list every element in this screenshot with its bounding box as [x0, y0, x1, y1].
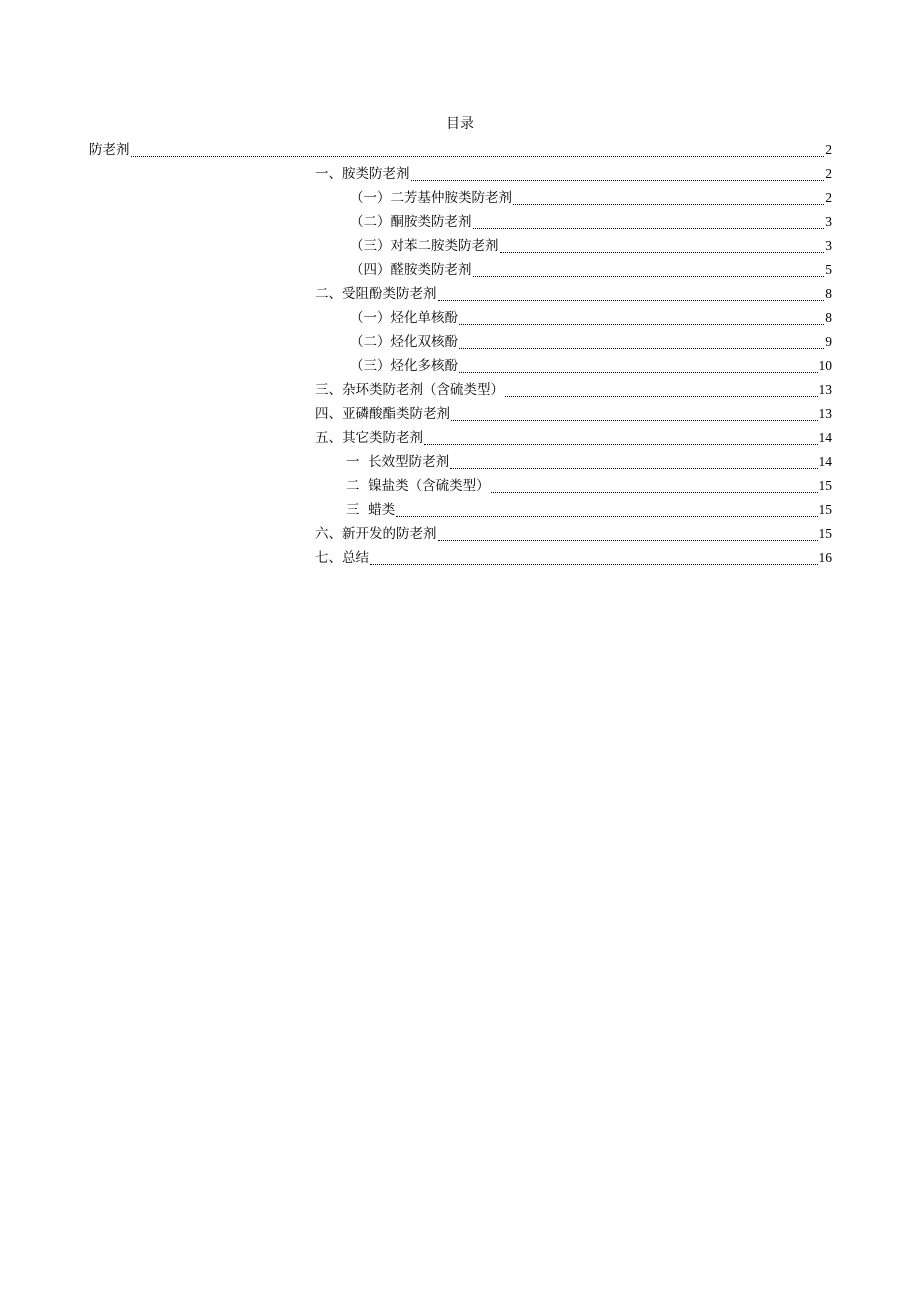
toc-entry-text: （三）烃化多核酚	[350, 358, 458, 374]
toc-page-number: 9	[825, 334, 832, 349]
toc-entry[interactable]	[350, 330, 832, 354]
toc-entry-text: （四）醛胺类防老剂	[350, 262, 472, 278]
toc-entry-text: 五、其它类防老剂	[315, 430, 423, 446]
toc-page-number: 16	[818, 550, 832, 565]
toc-dot-leader	[505, 396, 818, 397]
toc-entry-text: （三）对苯二胺类防老剂	[350, 238, 499, 254]
toc-entry[interactable]	[346, 474, 832, 498]
toc-dot-leader	[473, 276, 825, 277]
toc-entry[interactable]	[350, 258, 832, 282]
toc-entry[interactable]	[350, 210, 832, 234]
toc-entry-text: （一）二芳基仲胺类防老剂	[350, 190, 512, 206]
toc-page-number: 15	[818, 526, 832, 541]
toc-entry-text: 一、胺类防老剂	[315, 166, 410, 182]
toc-entry[interactable]	[315, 402, 832, 426]
toc-entry-text: 二、受阻酚类防老剂	[315, 286, 437, 302]
toc-entry[interactable]	[315, 378, 832, 402]
toc-entry[interactable]	[89, 138, 832, 162]
toc-entry[interactable]	[315, 546, 832, 570]
toc-entry-text: 六、新开发的防老剂	[315, 526, 437, 542]
toc-entry-text: 三、杂环类防老剂（含硫类型）	[315, 382, 504, 398]
toc-entry[interactable]	[346, 498, 832, 522]
toc-dot-leader	[370, 564, 818, 565]
toc-entry[interactable]	[315, 426, 832, 450]
toc-page-number: 3	[825, 238, 832, 253]
toc-entry[interactable]	[315, 282, 832, 306]
toc-dot-leader	[131, 156, 825, 157]
toc-entry-text: 四、亚磷酸酯类防老剂	[315, 406, 450, 422]
toc-page-number: 13	[818, 406, 832, 421]
toc-page-number: 8	[825, 310, 832, 325]
toc-page-number: 13	[818, 382, 832, 397]
toc-dot-leader	[396, 516, 817, 517]
toc-dot-leader	[438, 300, 825, 301]
toc-page-number: 2	[825, 190, 832, 205]
toc-page-number: 8	[825, 286, 832, 301]
toc-dot-leader	[451, 420, 818, 421]
toc-entry-text: （二）酮胺类防老剂	[350, 214, 472, 230]
toc-page-number: 14	[818, 430, 832, 445]
toc-dot-leader	[491, 492, 818, 493]
toc-page-number: 2	[825, 142, 832, 157]
toc-entry[interactable]	[346, 450, 832, 474]
toc-entry-text: 一 长效型防老剂	[346, 454, 450, 470]
toc-dot-leader	[513, 204, 824, 205]
toc-page-number: 15	[818, 502, 832, 517]
toc-dot-leader	[500, 252, 825, 253]
toc-dot-leader	[450, 468, 817, 469]
toc-title: 目录	[446, 116, 474, 132]
toc-entry[interactable]	[315, 522, 832, 546]
toc-entry-text: 二 镍盐类（含硫类型）	[346, 478, 490, 494]
toc-entry-text: 七、总结	[315, 550, 369, 566]
toc-page-number: 2	[825, 166, 832, 181]
toc-page-number: 10	[818, 358, 832, 373]
toc-dot-leader	[459, 372, 818, 373]
toc-entry-text: 三 蜡类	[346, 502, 396, 518]
toc-dot-leader	[424, 444, 818, 445]
toc-dot-leader	[438, 540, 818, 541]
toc-entry-text: 防老剂	[89, 142, 130, 158]
toc-page-number: 14	[818, 454, 832, 469]
toc-entry[interactable]	[350, 354, 832, 378]
toc-dot-leader	[459, 324, 824, 325]
toc-page-number: 5	[825, 262, 832, 277]
toc-entry-text: （二）烃化双核酚	[350, 334, 458, 350]
toc-entry[interactable]	[350, 186, 832, 210]
toc-page-number: 3	[825, 214, 832, 229]
toc-entry[interactable]	[350, 234, 832, 258]
toc-dot-leader	[411, 180, 825, 181]
toc-entry-text: （一）烃化单核酚	[350, 310, 458, 326]
toc-entry[interactable]	[350, 306, 832, 330]
toc-dot-leader	[473, 228, 825, 229]
toc-entry[interactable]	[315, 162, 832, 186]
toc-dot-leader	[459, 348, 824, 349]
toc-page-number: 15	[818, 478, 832, 493]
